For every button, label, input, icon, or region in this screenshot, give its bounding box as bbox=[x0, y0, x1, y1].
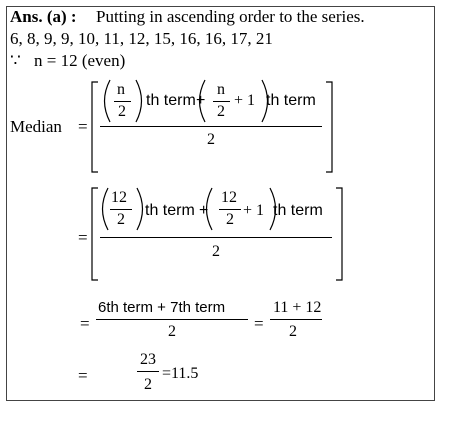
step3-equals-2: = bbox=[254, 314, 264, 333]
step4-bar bbox=[137, 371, 159, 372]
step1-one: 1 bbox=[247, 92, 255, 109]
step1-th-term-2: th term bbox=[266, 92, 316, 109]
step2-plus-2: + bbox=[243, 202, 253, 219]
step1-plus-2: + bbox=[234, 92, 244, 109]
step2-inner-den: 2 bbox=[117, 211, 125, 228]
step3-den-2: 2 bbox=[289, 323, 297, 340]
step2-equals: = bbox=[78, 228, 88, 247]
step1-inner-bar-1 bbox=[114, 101, 131, 102]
step2-inner-bar-1 bbox=[110, 209, 132, 210]
step4-result: =11.5 bbox=[162, 365, 199, 382]
answer-intro: Putting in ascending order to the series. bbox=[96, 7, 365, 26]
step3-bar-1 bbox=[96, 319, 248, 320]
because-symbol: ∵ bbox=[10, 51, 21, 70]
step1-inner-den: 2 bbox=[118, 103, 126, 120]
step3-num: 6th term + 7th term bbox=[98, 299, 226, 316]
step2-th-term-1: th term bbox=[145, 202, 195, 219]
step3-bar-2 bbox=[270, 319, 322, 320]
step1-inner-den-2: 2 bbox=[217, 103, 225, 120]
step4-equals: = bbox=[78, 366, 88, 385]
answer-label: Ans. (a) : bbox=[10, 7, 77, 26]
step4-den: 2 bbox=[144, 376, 152, 393]
n-even-statement: n = 12 (even) bbox=[34, 51, 126, 70]
step3-den: 2 bbox=[168, 323, 176, 340]
step2-inner-den-2: 2 bbox=[226, 211, 234, 228]
step2-th-term-2: th term bbox=[273, 202, 323, 219]
series-values: 6, 8, 9, 9, 10, 11, 12, 15, 16, 16, 17, 21 bbox=[10, 29, 273, 48]
step2-inner-bar-2 bbox=[219, 209, 241, 210]
step2-inner-num: 12 bbox=[111, 189, 127, 206]
median-equals: = bbox=[78, 117, 88, 136]
step1-inner-num-2: n bbox=[217, 81, 225, 98]
median-label: Median bbox=[10, 117, 62, 136]
step1-main-den: 2 bbox=[207, 131, 215, 148]
step1-plus: + bbox=[196, 92, 206, 109]
step2-main-den: 2 bbox=[212, 243, 220, 260]
step1-inner-num: n bbox=[117, 81, 125, 98]
step2-one: 1 bbox=[256, 202, 264, 219]
step1-th-term-1: th term bbox=[146, 92, 196, 109]
step4-num: 23 bbox=[140, 351, 156, 368]
step1-inner-bar-2 bbox=[213, 101, 230, 102]
step1-main-bar bbox=[100, 126, 322, 127]
step2-plus: + bbox=[199, 202, 209, 219]
step3-equals: = bbox=[80, 314, 90, 333]
step2-inner-num-2: 12 bbox=[221, 189, 237, 206]
step2-main-bar bbox=[100, 237, 332, 238]
step3-num-2: 11 + 12 bbox=[273, 299, 322, 316]
